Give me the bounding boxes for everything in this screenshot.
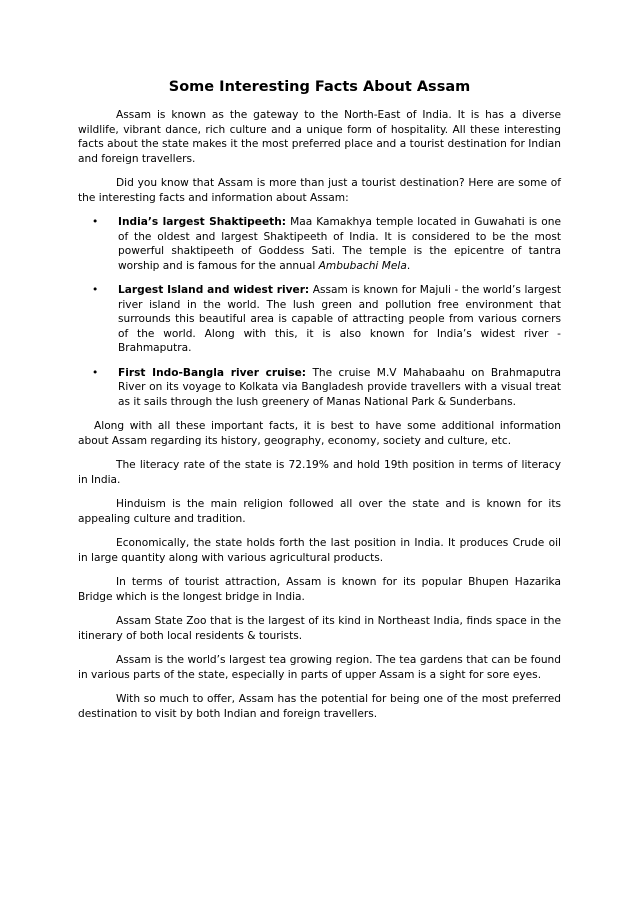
intro-paragraph: Assam is known as the gateway to the North-East of India. It is has a diverse wildlife, vibrant dance, rich culture and a unique form of hospitality. All these interesting facts about the state makes it the most preferred place and a tourist destination for Indian and foreign travellers. [78, 109, 561, 165]
body-paragraph: With so much to offer, Assam has the potential for being one of the most preferred destination to visit by both Indian and foreign travellers. [78, 693, 561, 720]
body-paragraph: Hinduism is the main religion followed all over the state and is known for its appealing culture and tradition. [78, 498, 561, 525]
facts-list [78, 215, 561, 409]
bullet-icon: • [92, 216, 99, 228]
fact-item [78, 215, 561, 273]
intro-paragraph: Did you know that Assam is more than just a tourist destination? Here are some of the interesting facts and information about Assam: [78, 177, 561, 204]
document-title: Some Interesting Facts About Assam [168, 79, 471, 95]
fact-title: Largest Island and widest river: [118, 284, 310, 296]
fact-title: India’s largest Shaktipeeth: [118, 216, 286, 228]
body-paragraph: Economically, the state holds forth the last position in India. It produces Crude oil in large quantity along with various agricultural products. [78, 537, 561, 564]
fact-tail: . [406, 259, 411, 272]
body-paragraph: In terms of tourist attraction, Assam is known for its popular Bhupen Hazarika Bridge which is the longest bridge in India. [78, 576, 561, 603]
fact-text: Maa Kamakhya temple located in Guwahati is one of the oldest and largest Shaktipeeth of India. It is considered to be the most powerful shaktipeeth of Goddess Sati. The temple is the epicentre of tantra worship and is famous for the annual [118, 216, 561, 272]
body-paragraph: Assam State Zoo that is the largest of its kind in Northeast India, finds space in the itinerary of both local residents & tourists. [78, 615, 561, 642]
fact-title: First Indo-Bangla river cruise: [118, 366, 307, 379]
bullet-icon: • [92, 366, 99, 379]
summary-paragraph: Along with all these important facts, it is best to have some additional information about Assam regarding its history, geography, economy, society and culture, etc. [78, 420, 561, 447]
bullet-icon: • [92, 284, 99, 296]
fact-item [78, 283, 561, 356]
fact-text: Assam is known for Majuli - the world’s largest river island in the world. The lush green and pollution free environment that surrounds this beautiful area is capable of attracting people from various corners of the world. Along with this, it is also known for India’s widest river - Brahmaputra. [118, 284, 561, 354]
fact-item [78, 366, 561, 410]
fact-italic-text: Ambubachi Mela [318, 259, 407, 272]
document-page [78, 78, 561, 731]
fact-text: The cruise M.V Mahabaahu on Brahmaputra River on its voyage to Kolkata via Bangladesh provide travellers with a visual treat as it sails through the lush greenery of Manas National Park & Sunderbans. [118, 366, 561, 408]
body-paragraph: Assam is the world’s largest tea growing region. The tea gardens that can be found in various parts of the state, especially in parts of upper Assam is a sight for sore eyes. [78, 654, 561, 681]
body-paragraph: The literacy rate of the state is 72.19% and hold 19th position in terms of literacy in India. [78, 459, 561, 486]
